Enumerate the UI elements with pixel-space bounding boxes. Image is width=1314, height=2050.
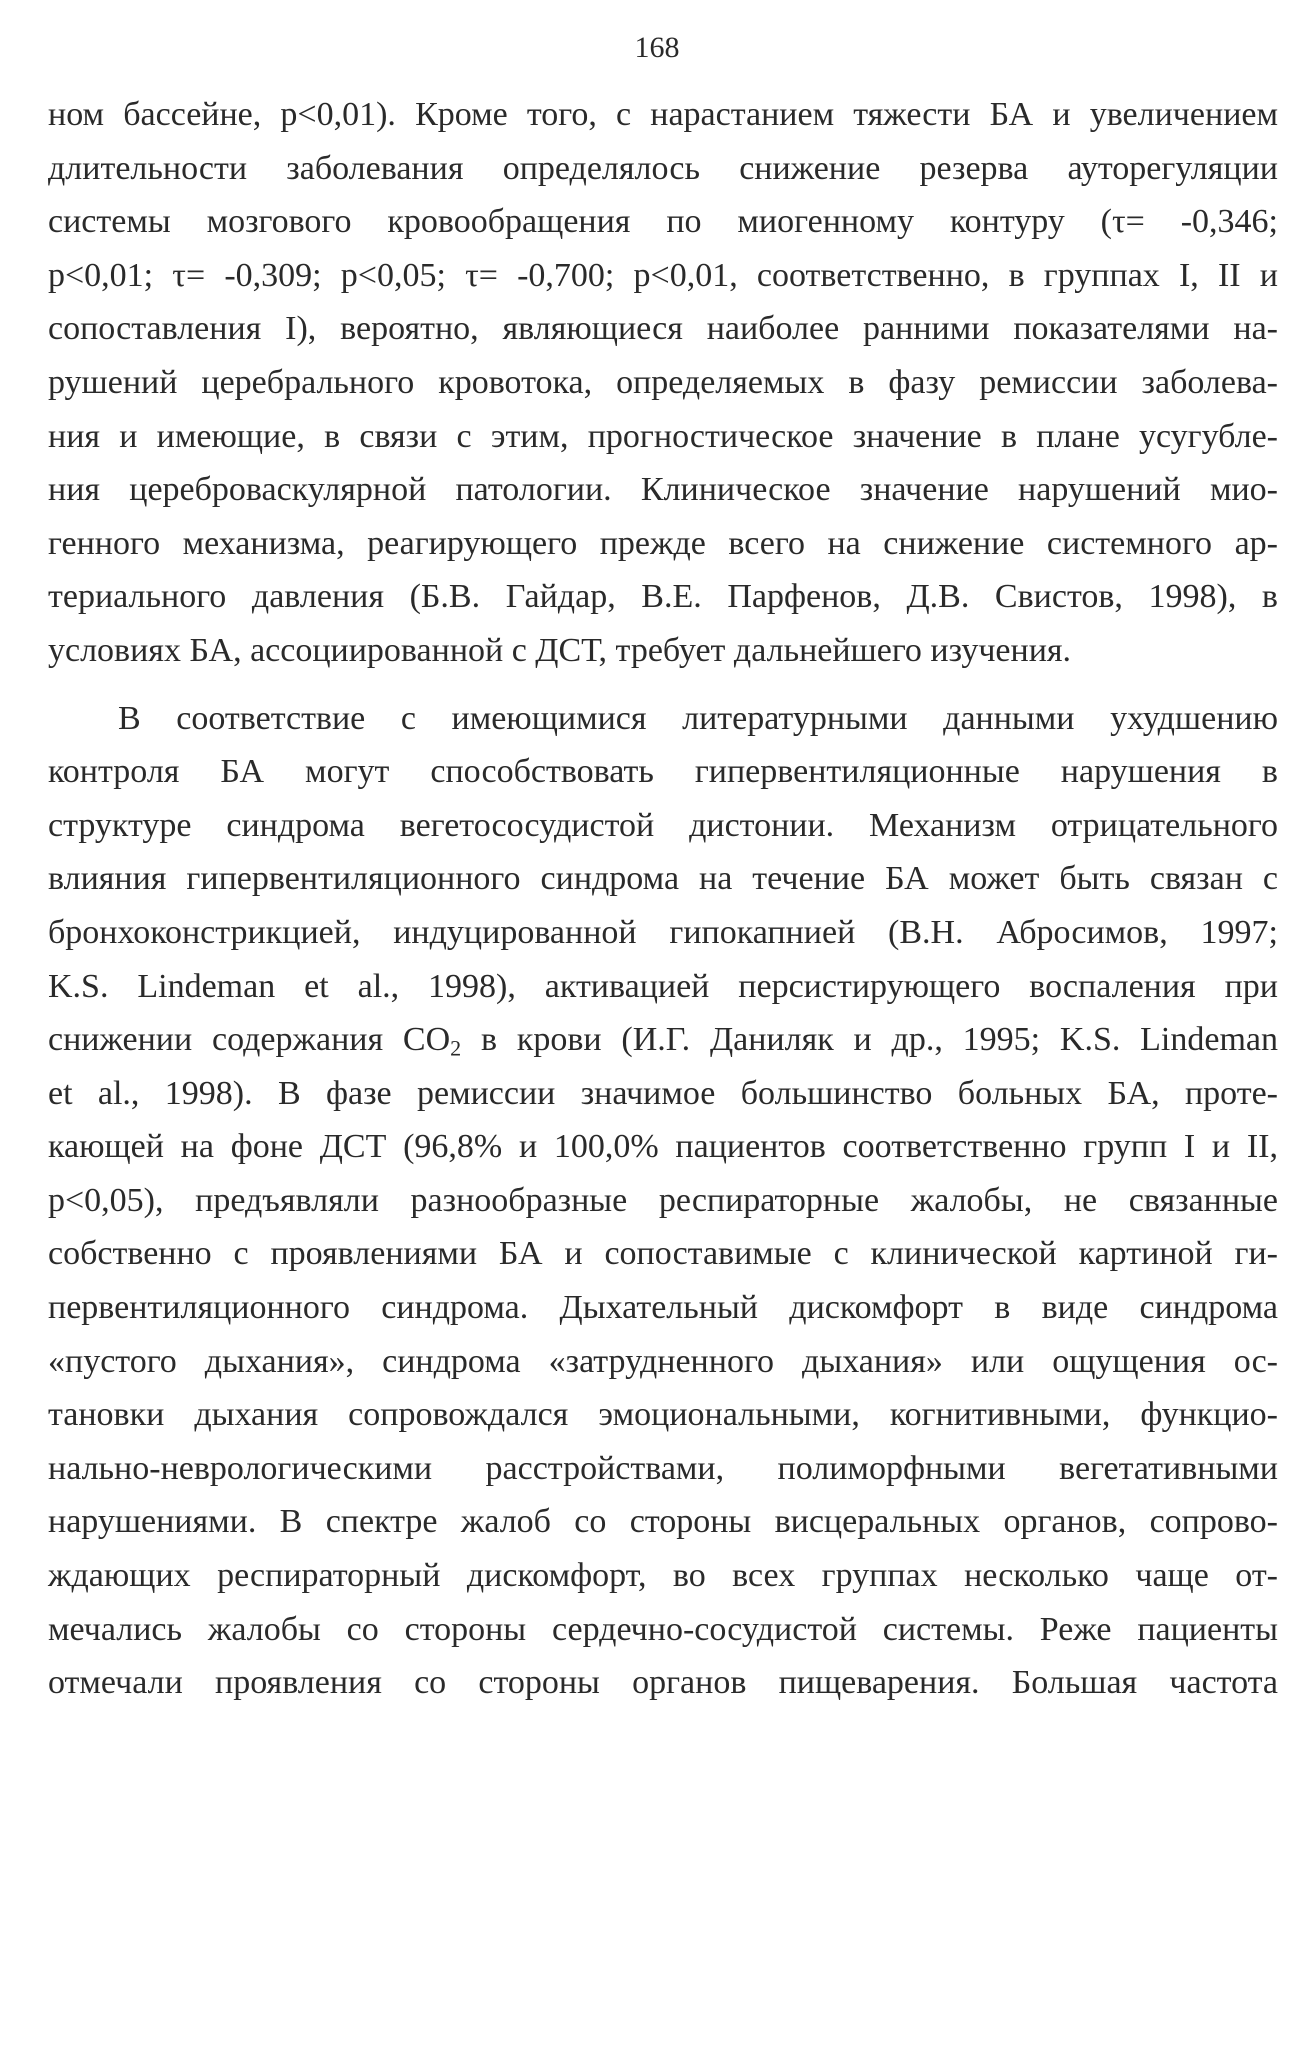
co2-subscript: 2 bbox=[450, 1035, 462, 1061]
text-line: териального давления (Б.В. Гайдар, В.Е. Парфенов, Д.В. Свистов, 1998), в bbox=[48, 578, 1278, 616]
text-line: условиях БА, ассоциированной с ДСТ, требует дальнейшего изучения. bbox=[48, 631, 1072, 669]
text-line: ном бассейне, p<0,01). Кроме того, с нарастанием тяжести БА и увеличением bbox=[48, 96, 1278, 133]
text-line: тановки дыхания сопровождался эмоциональными, когнитивными, функцио- bbox=[48, 1396, 1278, 1434]
text-line: В соответствие с имеющимися литературными данными ухудшению bbox=[118, 699, 1278, 737]
page-number: 168 bbox=[634, 31, 680, 64]
text-line: p<0,01; τ= -0,309; p<0,05; τ= -0,700; p<0,01, соответственно, в группах I, II и bbox=[48, 256, 1278, 294]
text-line: p<0,05), предъявляли разнообразные респираторные жалобы, не связанные bbox=[48, 1181, 1278, 1219]
text-line: кающей на фоне ДСТ (96,8% и 100,0% пациентов соответственно групп I и II, bbox=[48, 1128, 1278, 1166]
text-line: ждающих респираторный дискомфорт, во всех группах несколько чаще от- bbox=[48, 1557, 1278, 1595]
co2-line-rest: в крови (И.Г. Даниляк и др., 1995; K.S. Lindeman bbox=[461, 1021, 1279, 1059]
text-line: рушений церебрального кровотока, определяемых в фазу ремиссии заболева- bbox=[48, 363, 1278, 401]
text-line: ния цереброваскулярной патологии. Клиническое значение нарушений мио- bbox=[48, 471, 1278, 509]
text-line: системы мозгового кровообращения по миогенному контуру (τ= -0,346; bbox=[48, 203, 1278, 241]
text-line: «пустого дыхания», синдрома «затрудненного дыхания» или ощущения ос- bbox=[48, 1342, 1278, 1380]
text-line: K.S. Lindeman et al., 1998), активацией персистирующего воспаления при bbox=[48, 967, 1278, 1005]
text-line: собственно с проявлениями БА и сопоставимые с клинической картиной ги- bbox=[48, 1235, 1278, 1273]
text-line: первентиляционного синдрома. Дыхательный дискомфорт в виде синдрома bbox=[48, 1289, 1278, 1327]
text-line: влияния гипервентиляционного синдрома на течение БА может быть связан с bbox=[48, 860, 1278, 898]
text-line: нарушениями. В спектре жалоб со стороны висцеральных органов, сопрово- bbox=[48, 1503, 1278, 1541]
text-line: сопоставления I), вероятно, являющиеся наиболее ранними показателями на- bbox=[48, 310, 1278, 348]
text-line: бронхоконстрикцией, индуцированной гипокапнией (В.Н. Абросимов, 1997; bbox=[48, 913, 1278, 951]
text-line: мечались жалобы со стороны сердечно-сосудистой системы. Реже пациенты bbox=[48, 1610, 1278, 1648]
body-text bbox=[48, 88, 1278, 1710]
text-line: ния и имеющие, в связи с этим, прогностическое значение в плане усугубле- bbox=[48, 417, 1278, 455]
text-line: нально-неврологическими расстройствами, полиморфными вегетативными bbox=[48, 1449, 1278, 1487]
text-line: отмечали проявления со стороны органов пищеварения. Большая частота bbox=[48, 1664, 1278, 1702]
paragraph-2 bbox=[48, 692, 1278, 1710]
text-line: контроля БА могут способствовать гипервентиляционные нарушения в bbox=[48, 753, 1278, 791]
text-line: генного механизма, реагирующего прежде всего на снижение системного ар- bbox=[48, 524, 1278, 562]
paragraph-1 bbox=[48, 88, 1278, 678]
text-line-co2 bbox=[48, 1013, 1278, 1067]
text-line: структуре синдрома вегетососудистой дистонии. Механизм отрицательного bbox=[48, 806, 1278, 844]
co2-text: снижении содержания CO bbox=[48, 1021, 451, 1059]
text-line: длительности заболевания определялось снижение резерва ауторегуляции bbox=[48, 149, 1278, 187]
text-line: et al., 1998). В фазе ремиссии значимое большинство больных БА, проте- bbox=[48, 1074, 1278, 1112]
